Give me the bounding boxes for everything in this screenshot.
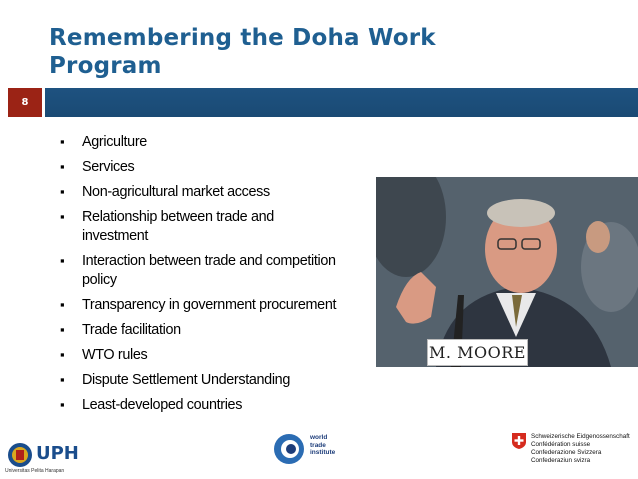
bullet-item [58,158,363,177]
bullet-text-continued: policy [82,272,117,288]
swiss-coat-of-arms-icon [512,433,526,449]
swiss-line: Schweizerische Eidgenossenschaft [531,433,630,440]
wti-line: world [310,434,328,441]
bullet-text: WTO rules [82,347,148,363]
bullet-dot-icon: ▪ [60,297,65,312]
swiss-line: Confédération suisse [531,441,591,448]
wti-wordmark [310,434,335,457]
bullet-item [58,396,363,415]
bullet-dot-icon: ▪ [60,253,65,268]
bullet-text: Non-agricultural market access [82,184,270,200]
swiss-confederation-text [531,433,630,465]
bullet-dot-icon: ▪ [60,159,65,174]
swiss-line: Confederaziun svizra [531,457,591,464]
bullet-item [58,371,363,390]
swiss-line: Confederazione Svizzera [531,449,602,456]
wti-line: trade [310,441,326,449]
bullet-dot-icon: ▪ [60,372,65,387]
bullet-item [58,183,363,202]
bullet-item [58,321,363,340]
bullet-text: Transparency in government procurement [82,297,337,313]
wti-line: institute [310,449,336,456]
slide-title [49,24,469,80]
bullet-item [58,208,363,246]
bullet-text: Trade facilitation [82,322,181,338]
bullet-text-continued: investment [82,228,149,244]
header-band [45,88,638,117]
bullet-text: Services [82,159,135,175]
slide-title-line-2: Program [49,53,162,79]
bullet-text: Least-developed countries [82,397,243,413]
uph-subtitle: Universitas Pelita Harapan [5,468,65,474]
bullet-dot-icon: ▪ [60,184,65,199]
bullet-text: Agriculture [82,134,147,150]
bullet-text: Dispute Settlement Understanding [82,372,290,388]
slide-title-line-1: Remembering the Doha Work [49,25,436,51]
bullet-item [58,252,363,290]
nameplate: M. MOORE [427,339,528,366]
bullet-item [58,346,363,365]
bullet-dot-icon: ▪ [60,322,65,337]
bullet-dot-icon: ▪ [60,134,65,149]
bullet-text: Relationship between trade and [82,209,274,225]
bullet-dot-icon: ▪ [60,209,65,224]
bullet-item [58,133,363,152]
slide-number: 8 [8,88,42,117]
uph-wordmark: UPH [36,443,79,464]
bullet-dot-icon: ▪ [60,347,65,362]
bullet-list [58,133,363,421]
bullet-dot-icon: ▪ [60,397,65,412]
wti-logo-icon [272,432,306,466]
bullet-item [58,296,363,315]
bullet-text: Interaction between trade and competition [82,253,336,269]
